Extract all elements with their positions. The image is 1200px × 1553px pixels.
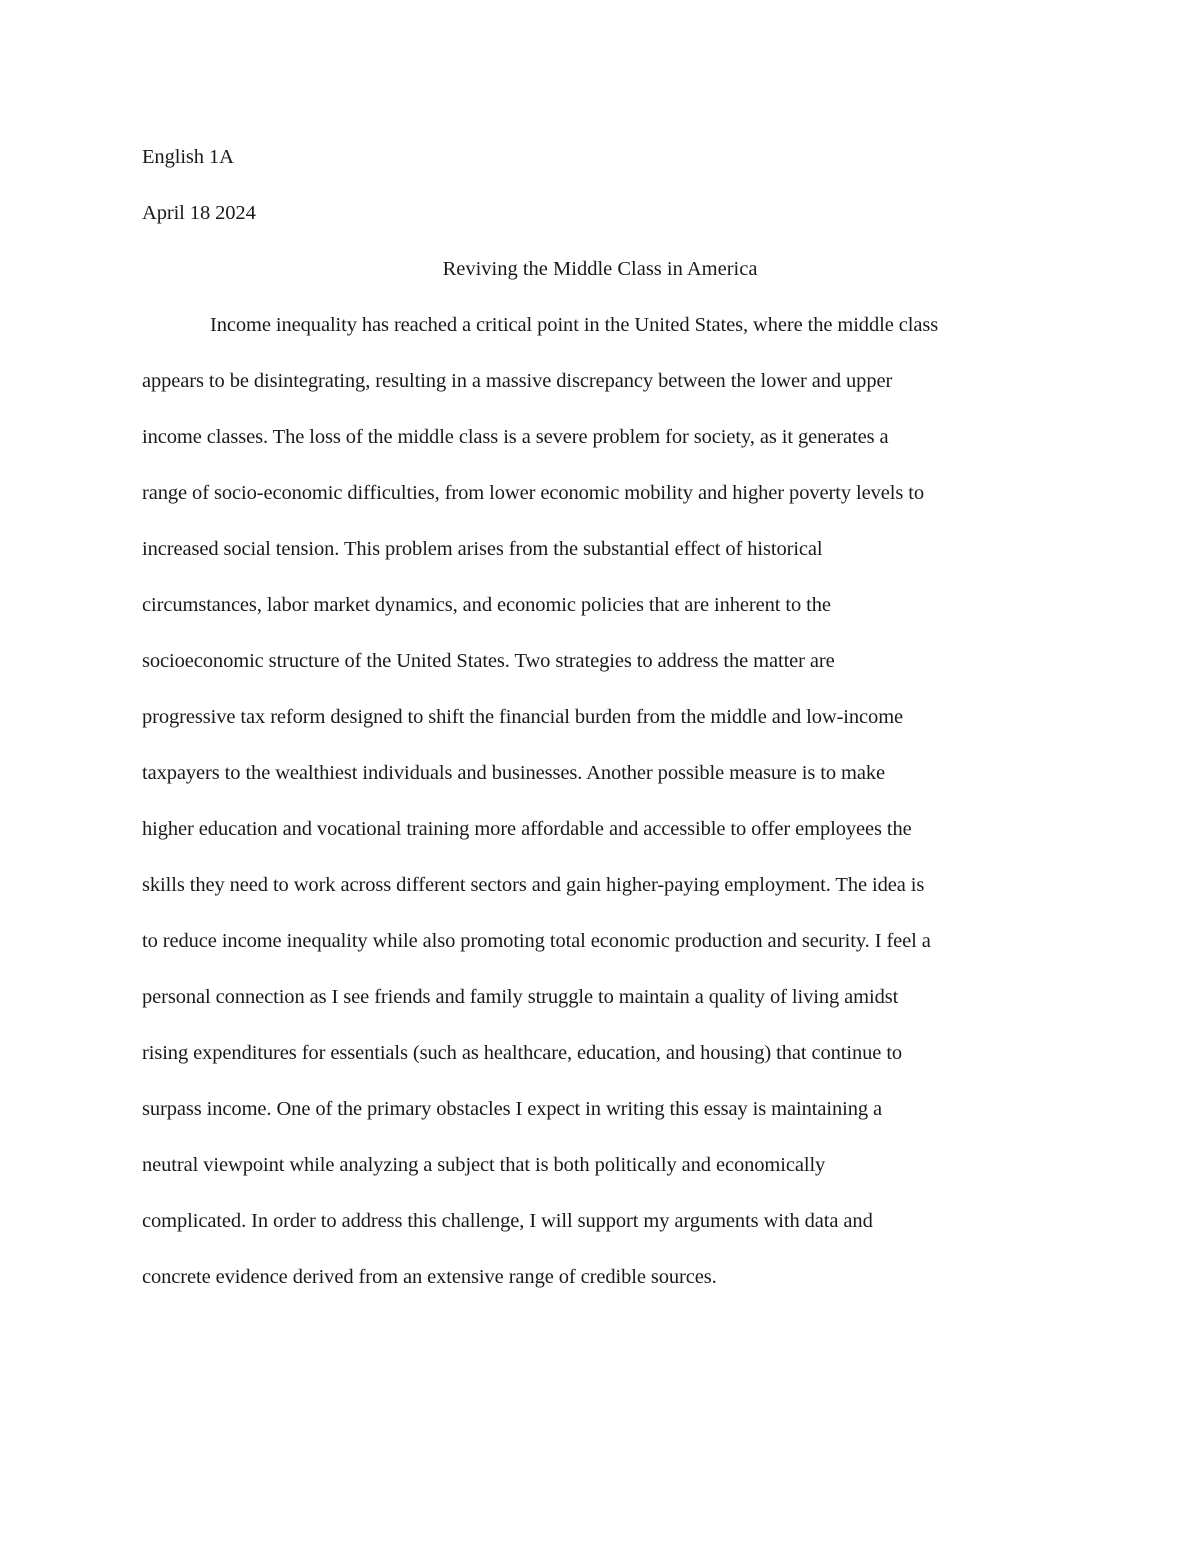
body-line: to reduce income inequality while also promoting total economic production and security. I feel a xyxy=(142,930,931,952)
body-line: taxpayers to the wealthiest individuals and businesses. Another possible measure is to make xyxy=(142,762,885,784)
body-line: higher education and vocational training more affordable and accessible to offer employees the xyxy=(142,818,912,840)
body-line: Income inequality has reached a critical point in the United States, where the middle class xyxy=(210,314,939,336)
body-line: circumstances, labor market dynamics, and economic policies that are inherent to the xyxy=(142,594,831,616)
body-line: surpass income. One of the primary obstacles I expect in writing this essay is maintaining a xyxy=(142,1098,883,1120)
course-name: English 1A xyxy=(142,146,234,168)
body-line: increased social tension. This problem arises from the substantial effect of historical xyxy=(142,538,823,560)
body-line: neutral viewpoint while analyzing a subject that is both politically and economically xyxy=(142,1154,826,1176)
body-line: complicated. In order to address this challenge, I will support my arguments with data and xyxy=(142,1210,873,1232)
body-line: rising expenditures for essentials (such as healthcare, education, and housing) that continue to xyxy=(142,1042,903,1064)
essay-date: April 18 2024 xyxy=(142,202,256,224)
body-line: concrete evidence derived from an extensive range of credible sources. xyxy=(142,1266,717,1288)
body-line: socioeconomic structure of the United States. Two strategies to address the matter are xyxy=(142,650,835,672)
essay-title: Reviving the Middle Class in America xyxy=(442,258,758,280)
body-line: appears to be disintegrating, resulting in a massive discrepancy between the lower and upper xyxy=(142,370,893,392)
body-line: skills they need to work across different sectors and gain higher-paying employment. The idea is xyxy=(142,874,925,896)
body-line: personal connection as I see friends and family struggle to maintain a quality of living amidst xyxy=(142,986,899,1008)
body-line: progressive tax reform designed to shift the financial burden from the middle and low-income xyxy=(142,706,904,728)
body-line: income classes. The loss of the middle class is a severe problem for society, as it generates a xyxy=(142,426,889,448)
body-line: range of socio-economic difficulties, from lower economic mobility and higher poverty levels to xyxy=(142,482,924,504)
